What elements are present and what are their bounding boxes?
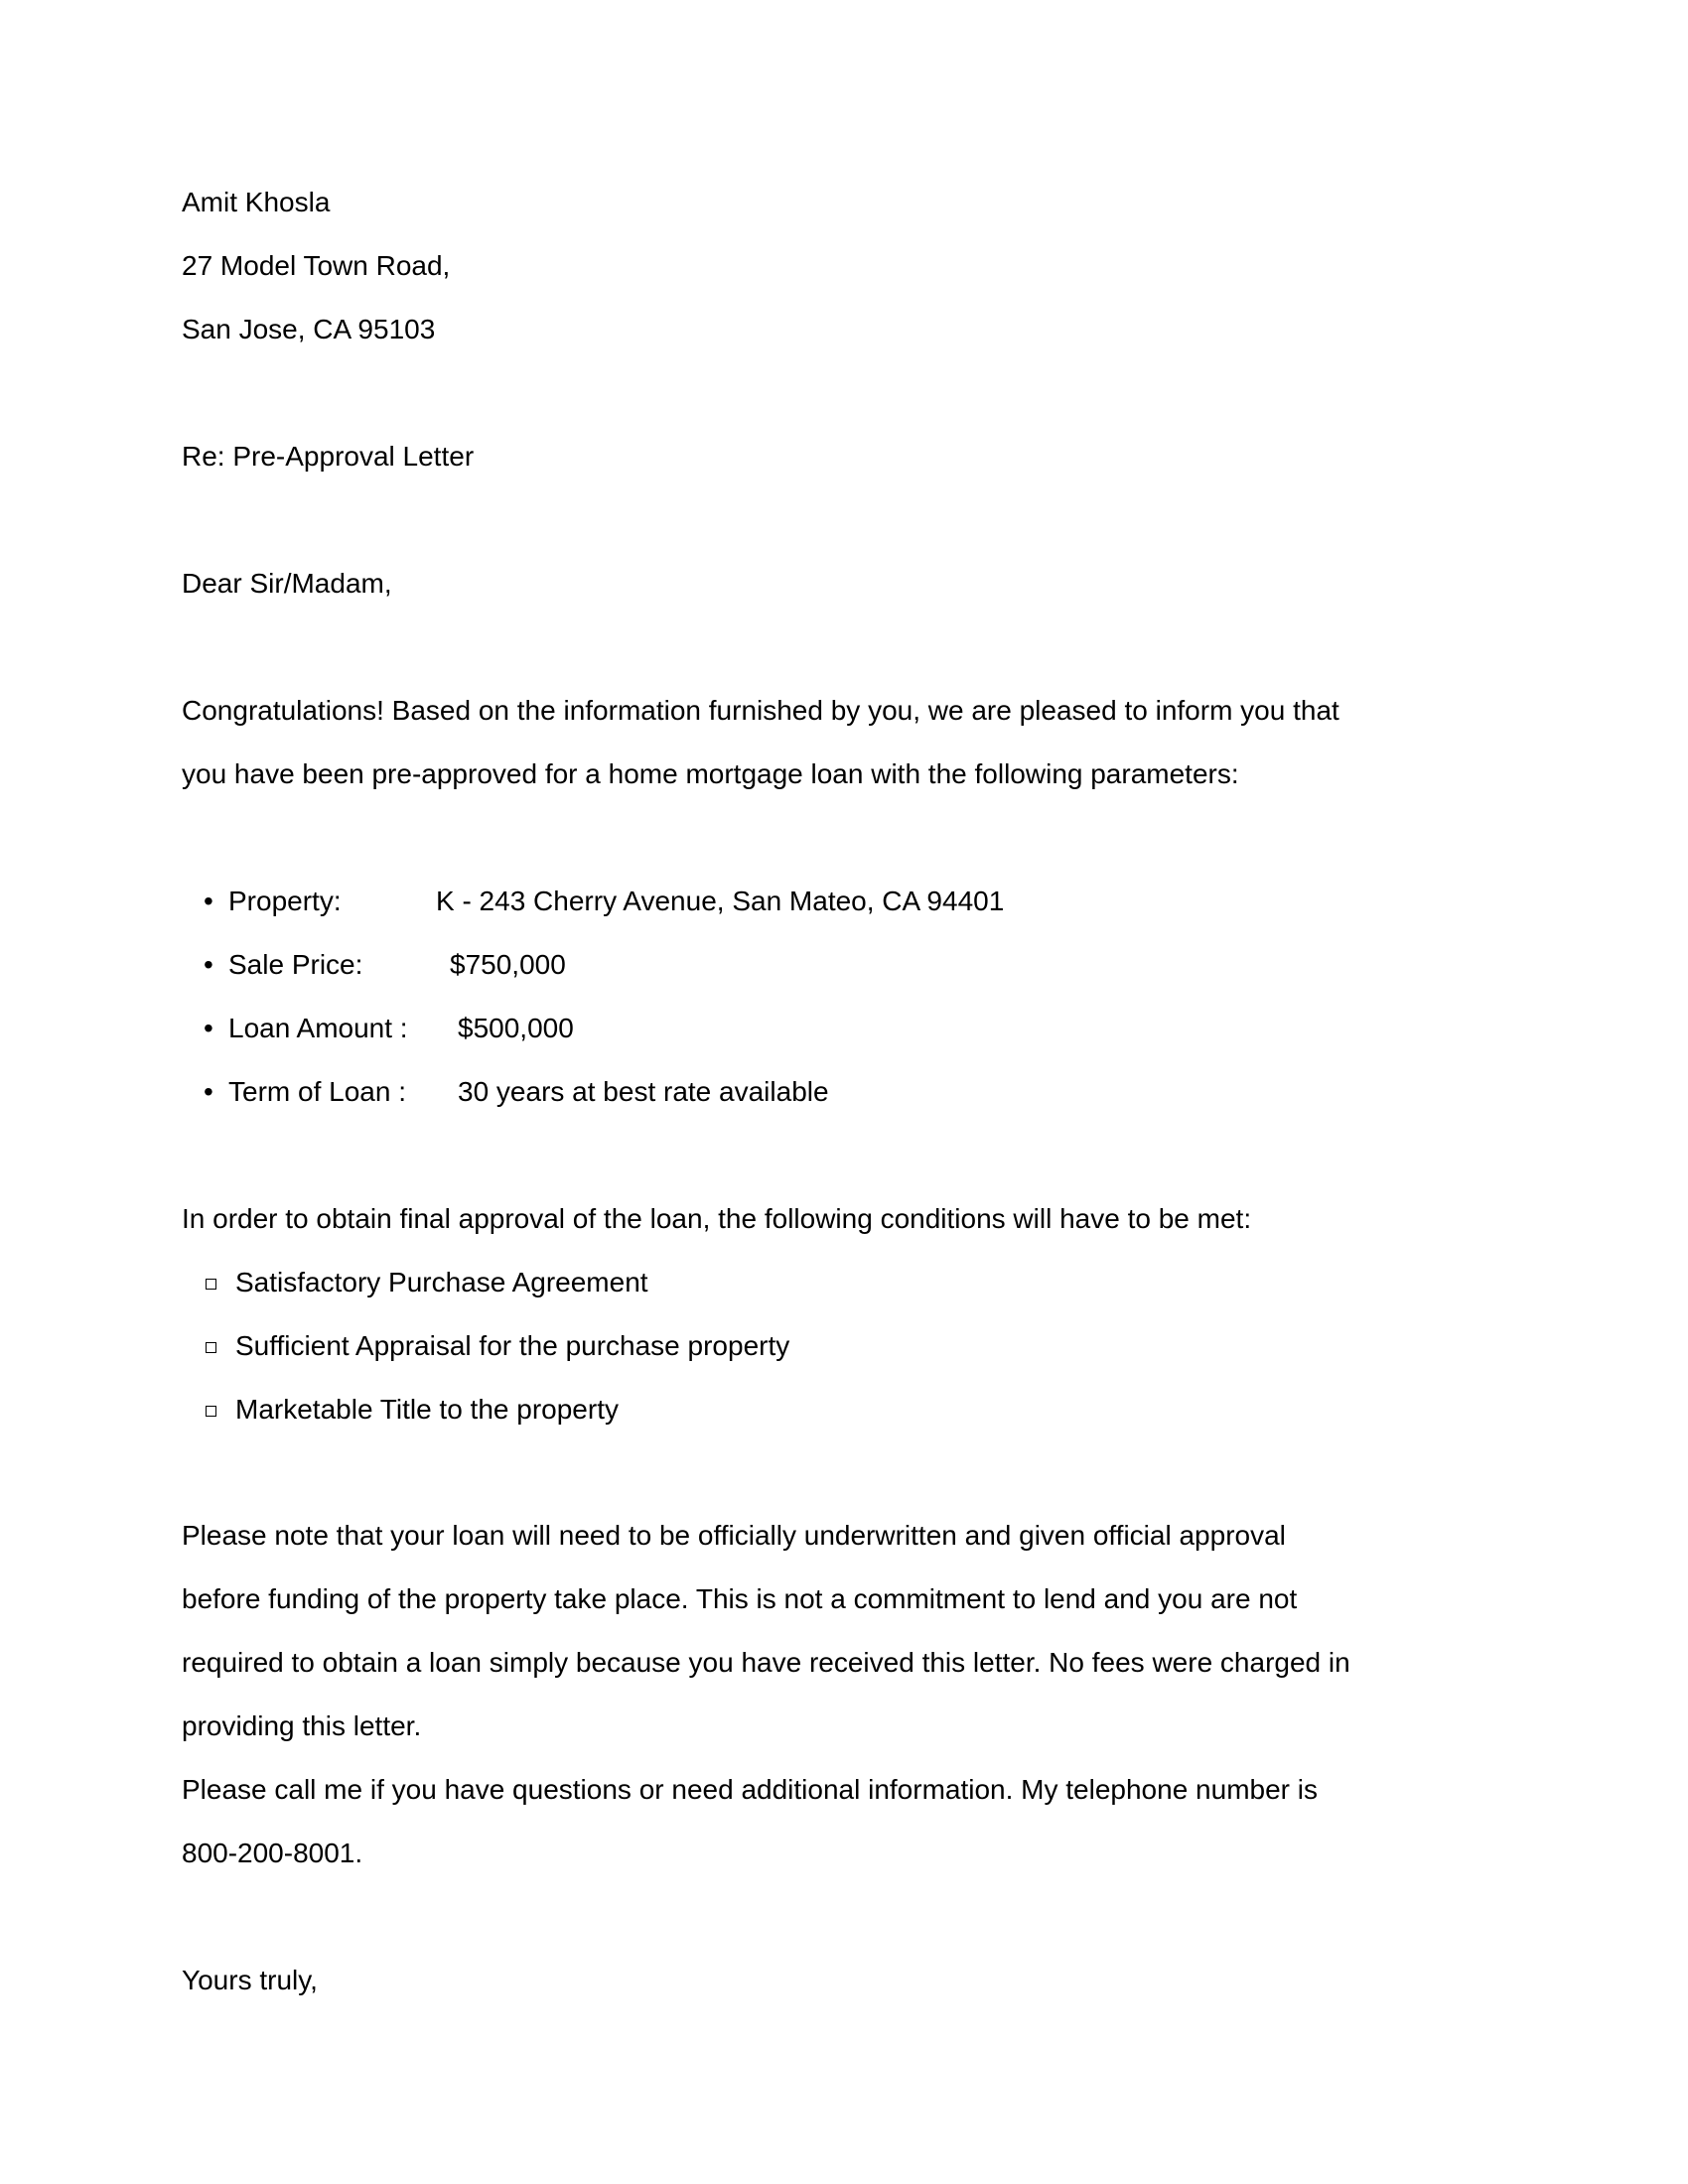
note-paragraph-line4: providing this letter. [182, 1710, 422, 1741]
parameter-value: $750,000 [450, 949, 566, 980]
condition-text: Sufficient Appraisal for the purchase property [235, 1330, 790, 1361]
sender-address-line1: 27 Model Town Road, [182, 250, 451, 281]
contact-paragraph-line2: 800-200-8001. [182, 1838, 363, 1868]
bullet-icon: • [204, 949, 213, 980]
parameter-label: Sale Price: [228, 949, 363, 980]
intro-paragraph-line1: Congratulations! Based on the information furnished by you, we are pleased to inform you that [182, 695, 1339, 726]
checkbox-square-icon [206, 1342, 216, 1353]
condition-text: Satisfactory Purchase Agreement [235, 1267, 648, 1297]
checkbox-square-icon [206, 1279, 216, 1290]
condition-text: Marketable Title to the property [235, 1394, 619, 1425]
note-paragraph-line3: required to obtain a loan simply because you have received this letter. No fees were charged in [182, 1647, 1350, 1678]
salutation: Dear Sir/Madam, [182, 568, 392, 599]
bullet-icon: • [204, 886, 213, 916]
subject-line: Re: Pre-Approval Letter [182, 441, 475, 472]
contact-paragraph-line1: Please call me if you have questions or need additional information. My telephone number is [182, 1774, 1318, 1805]
sender-name: Amit Khosla [182, 187, 331, 217]
parameter-label: Property: [228, 886, 342, 916]
bullet-icon: • [204, 1076, 213, 1107]
note-paragraph-line2: before funding of the property take place. This is not a commitment to lend and you are not [182, 1583, 1298, 1614]
sender-address-line2: San Jose, CA 95103 [182, 314, 436, 344]
note-paragraph-line1: Please note that your loan will need to be officially underwritten and given official approval [182, 1520, 1286, 1551]
bullet-icon: • [204, 1013, 213, 1043]
parameter-value: 30 years at best rate available [458, 1076, 829, 1107]
parameter-value: K - 243 Cherry Avenue, San Mateo, CA 94401 [436, 886, 1005, 916]
parameter-value: $500,000 [458, 1013, 574, 1043]
conditions-intro: In order to obtain final approval of the loan, the following conditions will have to be met: [182, 1203, 1252, 1234]
intro-paragraph-line2: you have been pre-approved for a home mortgage loan with the following parameters: [182, 758, 1239, 789]
parameter-label: Term of Loan : [228, 1076, 406, 1107]
closing: Yours truly, [182, 1965, 318, 1995]
checkbox-square-icon [206, 1406, 216, 1417]
parameter-label: Loan Amount : [228, 1013, 408, 1043]
